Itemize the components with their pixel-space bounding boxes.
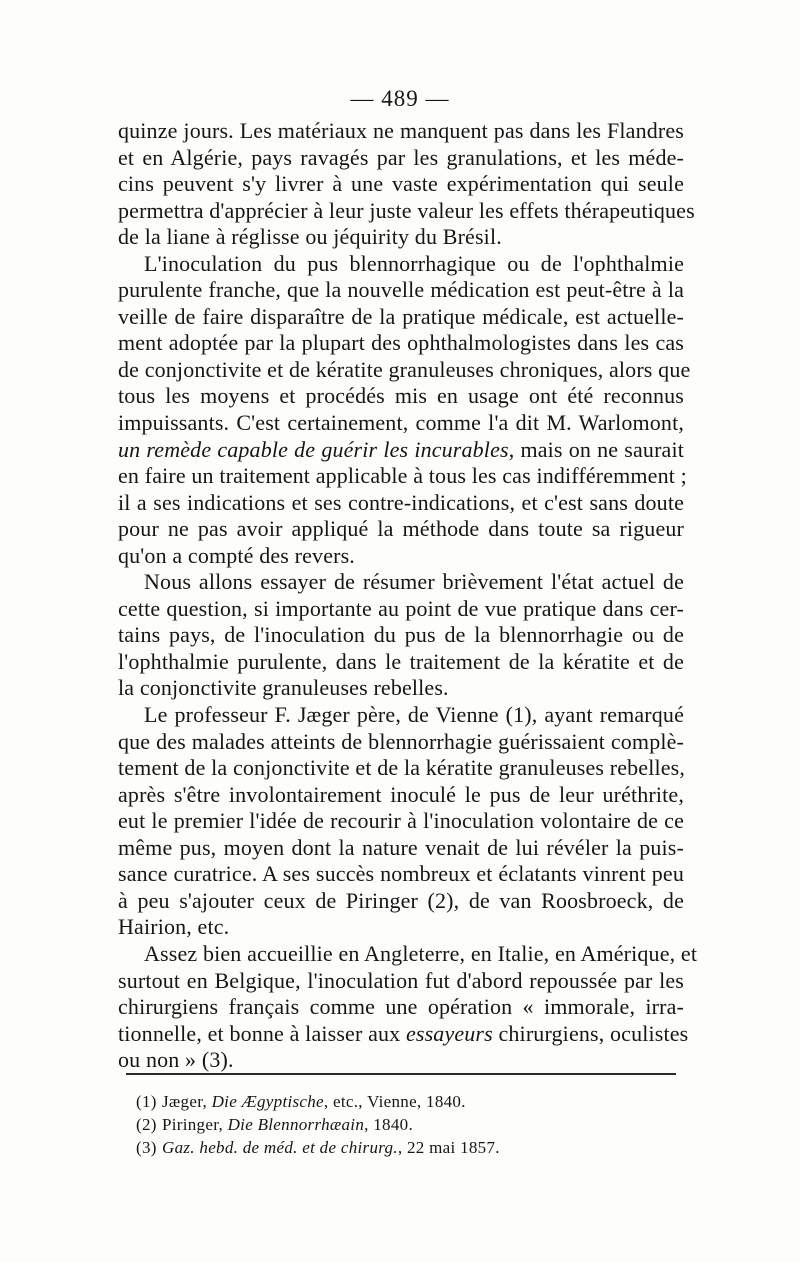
footnotes [136, 1090, 676, 1159]
body-text [118, 118, 698, 1074]
footnote-number: (2) [136, 1115, 157, 1134]
footnote-number: (3) [136, 1138, 157, 1157]
footnote [136, 1113, 676, 1136]
text-line: de la liane à réglisse ou jéquirity du Brésil. [118, 224, 502, 250]
text-line [118, 437, 684, 464]
text-line [118, 1020, 689, 1048]
text-line: eut le premier l'idée de recourir à l'inoculation volontaire de ce [118, 808, 684, 834]
footnote-number: (1) [136, 1092, 157, 1111]
text-line: pour ne pas avoir appliqué la méthode dans toute sa rigueur [118, 516, 684, 542]
text-line: et en Algérie, pays ravagés par les granulations, et les méde- [118, 144, 684, 170]
text-line: il a ses indications et ses contre-indications, et c'est sans doute [118, 489, 684, 515]
text-segment: tionnelle, et bonne à laisser aux [118, 1020, 406, 1046]
text-line: cins peuvent s'y livrer à une vaste expérimentation qui seule [118, 171, 684, 197]
text-line: de conjonctivite et de kératite granuleuses chroniques, alors que [118, 356, 691, 382]
text-line: après s'être involontairement inoculé le pus de leur uréthrite, [118, 781, 684, 807]
page-number: — 489 — [350, 86, 450, 111]
footnote-text: , 22 mai 1857. [397, 1138, 500, 1157]
text-line: ment adoptée par la plupart des ophthalmologistes dans les cas [118, 330, 684, 356]
footnote-text: , etc., Vienne, 1840. [323, 1092, 466, 1111]
text-line: permettra d'apprécier à leur juste valeur les effets thérapeutiques [118, 197, 695, 223]
text-line: purulente franche, que la nouvelle médication est peut-être à la [118, 277, 684, 303]
text-line: l'ophthalmie purulente, dans le traitement de la kératite et de [118, 648, 684, 674]
text-line: la conjonctivite granuleuses rebelles. [118, 675, 449, 701]
italic-quote: un remède capable de guérir les incurables [118, 436, 509, 462]
text-line: que des malades atteints de blennorrhagie guérissaient complè- [118, 728, 684, 754]
text-line: chirurgiens français comme une opération « immorale, irra- [118, 994, 684, 1020]
footnote-title: Gaz. hebd. de méd. et de chirurg. [162, 1138, 398, 1157]
italic-word: essayeurs [405, 1020, 493, 1046]
text-line: tous les moyens et procédés mis en usage ont été reconnus [118, 383, 684, 409]
text-line: surtout en Belgique, l'inoculation fut d'abord repoussée par les [118, 967, 684, 993]
footnote-title: Die Ægyptische [211, 1092, 324, 1111]
text-line: ou non » (3). [118, 1047, 234, 1073]
text-line: quinze jours. Les matériaux ne manquent pas dans les Flandres [118, 118, 684, 143]
text-line: Assez bien accueillie en Angleterre, en Italie, en Amérique, et [144, 940, 698, 966]
text-line: cette question, si importante au point de vue pratique dans cer- [118, 595, 684, 621]
text-line: Hairion, etc. [118, 914, 230, 940]
text-line: en faire un traitement applicable à tous les cas indifféremment ; [118, 463, 687, 489]
text-line: tains pays, de l'inoculation du pus de la blennorrhagie ou de [118, 622, 684, 648]
text-segment: chirurgiens, oculistes [492, 1020, 689, 1046]
text-segment: , mais on ne saurait [508, 436, 684, 462]
text-line: tement de la conjonctivite et de la kératite granuleuses rebelles, [118, 755, 686, 781]
text-line: même pus, moyen dont la nature venait de lui révéler la puis- [118, 834, 684, 860]
footnote-text: Jæger, [162, 1092, 212, 1111]
text-line: qu'on a compté des revers. [118, 542, 355, 568]
text-line: sance curatrice. A ses succès nombreux et éclatants vinrent peu [118, 861, 684, 887]
footnote [136, 1090, 676, 1113]
footnote-divider [126, 1073, 676, 1075]
text-line: veille de faire disparaître de la pratique médicale, est actuelle- [118, 303, 684, 329]
footnote-text: Piringer, [162, 1115, 228, 1134]
text-line: L'inoculation du pus blennorrhagique ou de l'ophthalmie [144, 250, 684, 276]
text-line: impuissants. C'est certainement, comme l'a dit M. Warlomont, [118, 410, 684, 436]
footnote-text: , 1840. [364, 1115, 413, 1134]
text-line: Le professeur F. Jæger père, de Vienne (1), ayant remarqué [144, 702, 684, 728]
footnote-title: Die Blennorrhæain [227, 1115, 365, 1134]
text-line: Nous allons essayer de résumer brièvement l'état actuel de [144, 569, 684, 595]
text-line: à peu s'ajouter ceux de Piringer (2), de van Roosbroeck, de [118, 887, 684, 913]
footnote [136, 1136, 676, 1159]
